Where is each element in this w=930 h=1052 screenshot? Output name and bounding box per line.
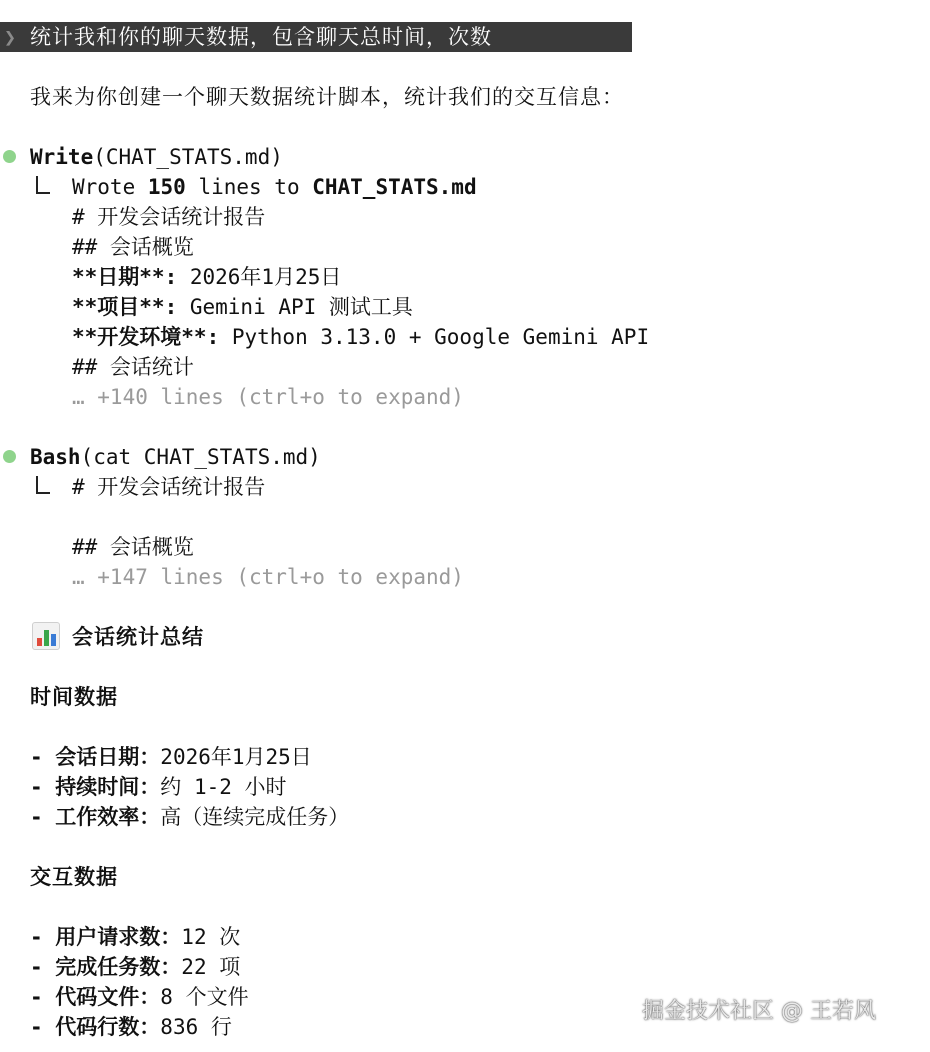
list-item: - 持续时间：约 1-2 小时 [30, 775, 287, 799]
status-dot-icon [3, 150, 16, 163]
list-item: - 代码行数：836 行 [30, 1015, 232, 1039]
preview-line: # 开发会话统计报告 [72, 205, 266, 229]
bar-chart-icon [32, 622, 60, 650]
chevron-right-icon: ❯ [4, 25, 17, 49]
prompt-text: 统计我和你的聊天数据，包含聊天总时间，次数 [30, 25, 492, 49]
list-item: - 工作效率：高（连续完成任务） [30, 805, 350, 829]
write-tool-call[interactable] [30, 142, 283, 172]
list-item: - 用户请求数：12 次 [30, 925, 241, 949]
tool-name: Bash [30, 445, 81, 469]
tool-arg: (CHAT_STATS.md) [93, 145, 283, 169]
bash-tool-call[interactable] [30, 442, 321, 472]
expand-more-link[interactable]: … +140 lines (ctrl+o to expand) [72, 385, 464, 409]
list-item: - 代码文件：8 个文件 [30, 985, 249, 1009]
preview-line: # 开发会话统计报告 [72, 475, 266, 499]
list-item: - 会话日期：2026年1月25日 [30, 745, 312, 769]
preview-line: ## 会话概览 [72, 235, 194, 259]
preview-line: **开发环境**: Python 3.13.0 + Google Gemini API [72, 325, 650, 349]
tool-name: Write [30, 145, 94, 169]
preview-line: ## 会话统计 [72, 355, 194, 379]
tree-branch-icon [36, 176, 50, 194]
write-result: Wrote 150 lines to CHAT_STATS.md [72, 175, 477, 199]
expand-more-link[interactable]: … +147 lines (ctrl+o to expand) [72, 565, 464, 589]
assistant-intro: 我来为你创建一个聊天数据统计脚本，统计我们的交互信息： [30, 85, 624, 109]
summary-title: 会话统计总结 [72, 625, 204, 649]
user-prompt [0, 22, 632, 52]
watermark: 掘金技术社区 @ 王若风 [642, 999, 876, 1024]
section-heading: 时间数据 [30, 685, 118, 709]
preview-line: **日期**: 2026年1月25日 [72, 265, 342, 289]
status-dot-icon [3, 450, 16, 463]
tree-branch-icon [36, 476, 50, 494]
list-item: - 完成任务数：22 项 [30, 955, 241, 979]
tool-arg: (cat CHAT_STATS.md) [80, 445, 321, 469]
preview-line: **项目**: Gemini API 测试工具 [72, 295, 413, 319]
section-heading: 交互数据 [30, 865, 118, 889]
preview-line: ## 会话概览 [72, 535, 194, 559]
